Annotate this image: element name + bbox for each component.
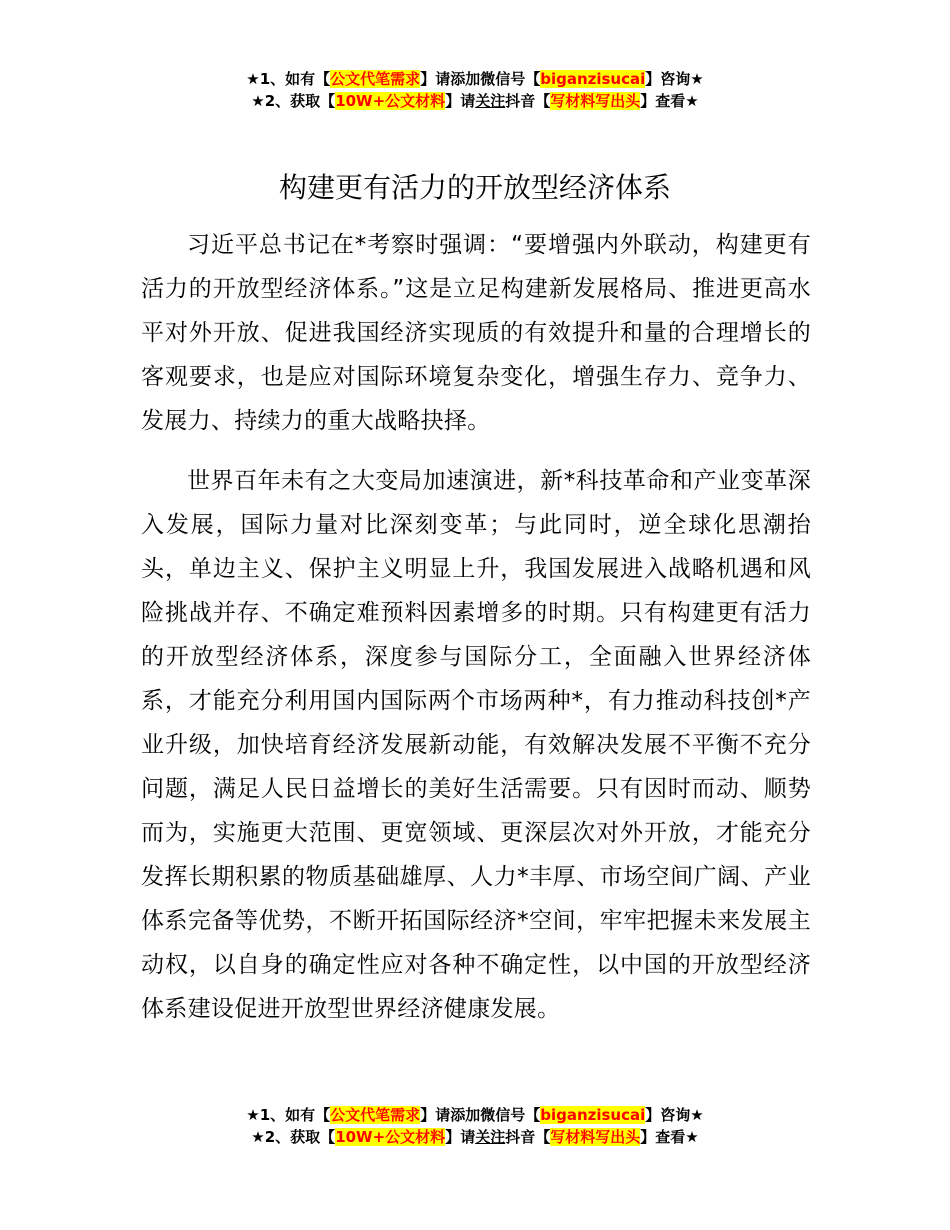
underlined-follow: 关注: [475, 1128, 506, 1146]
banner-text: ★2、获取【: [251, 92, 336, 110]
banner-line-1: [0, 68, 950, 90]
header-banner: [0, 68, 950, 112]
paragraph-2: 世界百年未有之大变局加速演进，新*科技革命和产业变革深入发展，国际力量对比深刻变革；与此同时，逆全球化思潮抬头，单边主义、保护主义明显上升，我国发展进入战略机遇和风险挑战并存、不确定难预料因素增多的时期。只有构建更有活力的开放型经济体系，深度参与国际分工，全面融入世界经济体系，才能充分利用国内国际两个市场两种*，有力推动科技创*产业升级，加快培育经济发展新动能，有效解决发展不平衡不充分问题，满足人民日益增长的美好生活需要。只有因时而动、顺势而为，实施更大范围、更宽领域、更深层次对外开放，才能充分发挥长期积累的物质基础雄厚、人力*丰厚、市场空间广阔、产业体系完备等优势，不断开拓国际经济*空间，牢牢把握未来发展主动权，以自身的确定性应对各种不确定性，以中国的开放型经济体系建设促进开放型世界经济健康发展。: [141, 468, 811, 1022]
banner-text: ★2、获取【: [251, 1128, 336, 1146]
banner-line-1: [0, 1104, 950, 1126]
highlight-douyin-account: 写材料写出头: [550, 1128, 641, 1146]
banner-text: 】请: [445, 92, 476, 110]
document-body: [141, 223, 811, 1047]
banner-text: 】请添加微信号【: [420, 70, 541, 88]
highlight-service: 公文代笔需求: [330, 70, 421, 88]
highlight-materials: 10W+公文材料: [335, 1128, 446, 1146]
highlight-materials: 10W+公文材料: [335, 92, 446, 110]
banner-text: ★1、如有【: [246, 70, 331, 88]
banner-line-2: [0, 90, 950, 112]
banner-text: 抖音【: [505, 1128, 551, 1146]
banner-text: 抖音【: [505, 92, 551, 110]
underlined-follow: 关注: [475, 92, 506, 110]
highlight-wechat-id: biganzisucai: [540, 70, 646, 88]
banner-text: 】查看★: [640, 92, 699, 110]
highlight-douyin-account: 写材料写出头: [550, 92, 641, 110]
highlight-wechat-id: biganzisucai: [540, 1106, 646, 1124]
banner-text: 】查看★: [640, 1128, 699, 1146]
banner-line-2: [0, 1126, 950, 1148]
highlight-service: 公文代笔需求: [330, 1106, 421, 1124]
footer-banner: [0, 1104, 950, 1148]
banner-text: 】咨询★: [645, 1106, 704, 1124]
banner-text: 】请添加微信号【: [420, 1106, 541, 1124]
banner-text: 】咨询★: [645, 70, 704, 88]
document-title: 构建更有活力的开放型经济体系: [278, 171, 671, 204]
banner-text: 】请: [445, 1128, 476, 1146]
banner-text: ★1、如有【: [246, 1106, 331, 1124]
paragraph-1: 习近平总书记在*考察时强调：“要增强内外联动，构建更有活力的开放型经济体系。”这是立足构建新发展格局、推进更高水平对外开放、促进我国经济实现质的有效提升和量的合理增长的客观要求，也是应对国际环境复杂变化，增强生存力、竞争力、发展力、持续力的重大战略抉择。: [141, 232, 811, 434]
